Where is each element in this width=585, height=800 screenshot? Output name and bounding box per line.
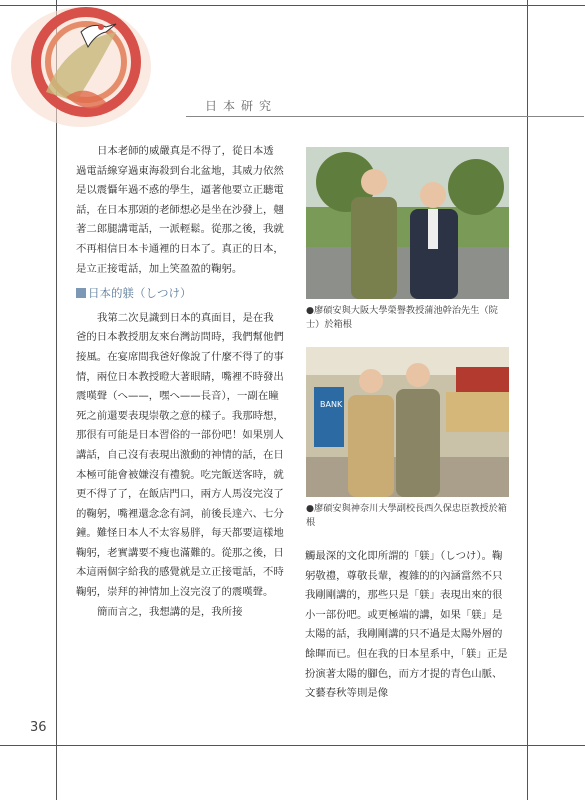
page-number: 36 xyxy=(30,720,47,735)
left-column xyxy=(76,142,284,622)
right-paragraph-1: 觸最深的文化即所謂的「躾」（しつけ）。鞠躬敬禮，尊敬長輩，複雜的的內涵當然不只我剛剛講的，那些只是「躾」表現出來的很小一部份吧。或更極端的講，如果「躾」是太陽的話，我剛剛講的只不過是太陽外層的餘暉而已。但在我的日本星系中，「躾」正是扮演著太陽的腳色，而方才提的青色山脈、文藝春秋等則是像 xyxy=(305,550,508,700)
section-header: 日本研究 xyxy=(205,99,278,113)
crane-emblem-icon xyxy=(6,2,156,132)
photo-1-caption: ●廖碩安與大阪大學榮譽教授蒲池幹治先生（院士）於箱根 xyxy=(306,305,498,330)
right-margin-rule xyxy=(527,0,528,800)
section-heading xyxy=(76,284,284,304)
left-paragraph-3: 簡而言之，我想講的是，我所接 xyxy=(97,605,243,618)
left-paragraph-2: 我第二次見識到日本的真面目，是在我爸的日本教授朋友來台灣訪問時，我們幫他們接風。在宴席間我爸好像說了什麼不得了的事情，兩位日本教授瞪大著眼睛，嘴裡不時發出震嘆聲（へ——，嘿へ——長音），一副在瞳死之前還要表現崇敬之意的樣子。我那時想，那很有可能是日本習俗的一部份吧！如果別人講話，自己沒有表現出激動的神情的話，在日本極可能會被嫌沒有禮貌。吃完飯送客時，就更不得了了，在飯店門口，兩方人馬沒完沒了的鞠躬，嘴裡還念念有詞，前後長達六、七分鐘。難怪日本人不太容易胖，每天都要這樣地鞠躬，老實講要不瘦也滿難的。從那之後，日本這兩個字給我的感覺就是立正接電話，不時鞠躬，崇拜的神情加上沒完沒了的震嘆聲。 xyxy=(76,311,284,599)
photo-1-image xyxy=(306,147,509,299)
photo-2-image xyxy=(306,347,509,497)
section-title: 日本的躾（しつけ） xyxy=(88,286,192,301)
photo-1 xyxy=(306,147,509,299)
bank-sign-text: BANK xyxy=(320,400,343,409)
bottom-rule xyxy=(0,745,585,746)
header-underline xyxy=(186,116,584,117)
photo-2-caption: ●廖碩安與神奈川大學副校長西久保忠臣教授於箱根 xyxy=(306,503,507,528)
square-bullet-icon xyxy=(76,288,86,298)
photo-2 xyxy=(306,347,509,497)
right-column xyxy=(305,547,511,704)
left-paragraph-1: 日本老師的威嚴真是不得了，從日本透過電話線穿過東海殺到台北盆地，其威力依然是以震懾年過不惑的學生，逼著他要立正聽電話，在日本那頭的老師想必是坐在沙發上，翹著二郎腿講電話，一派輕鬆。從那之後，我就不再相信日本卡通裡的日本了。真正的日本，是立正接電話，加上笑盈盈的鞠躬。 xyxy=(76,145,284,275)
